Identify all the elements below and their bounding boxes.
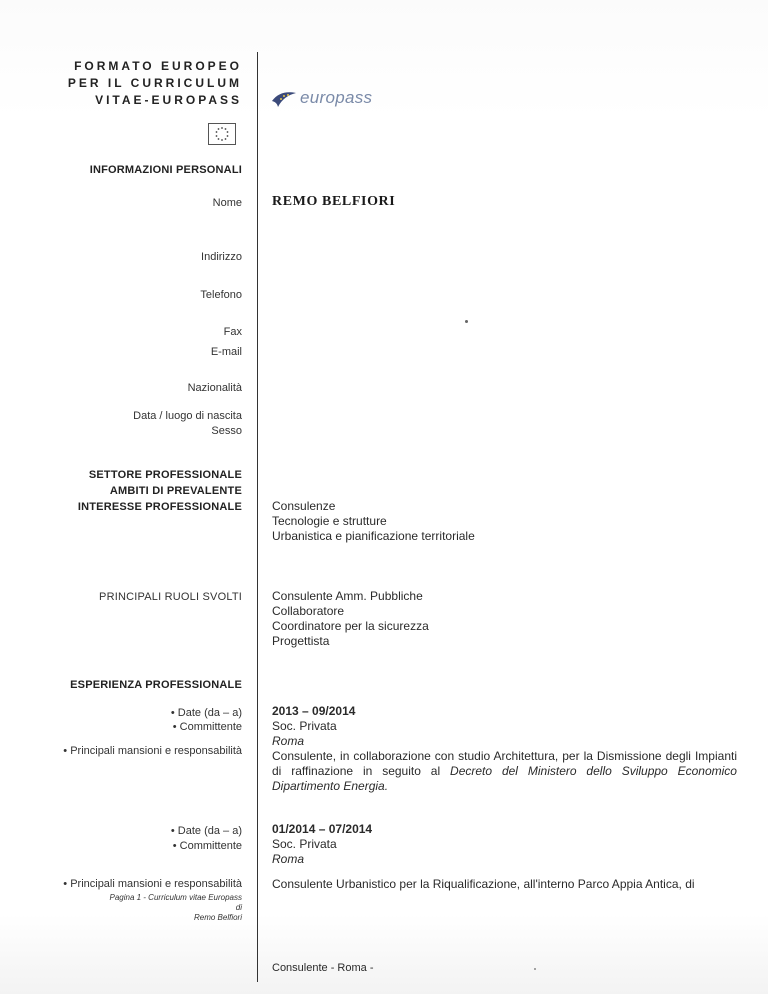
ruolo-value-4: Progettista bbox=[272, 634, 330, 648]
full-name: REMO BELFIORI bbox=[272, 194, 396, 209]
settore-heading-line-2: AMBITI DI PREVALENTE bbox=[109, 485, 242, 497]
entry2-mansioni: Consulente Urbanistico per la Riqualificazione, all'interno Parco Appia Antica, di bbox=[272, 877, 695, 891]
page-footer-note bbox=[102, 893, 242, 923]
entry1-mansioni-label: • Principali mansioni e responsabilità bbox=[63, 745, 242, 757]
entry1-committente: Soc. Privata bbox=[272, 719, 337, 733]
entry1-mansioni-text: Consulente, in collaborazione con studio Architettura, per la Dismissione degli Impianti di raffinazione in seguito al bbox=[272, 749, 737, 778]
entry2-date-label: • Date (da – a) bbox=[170, 825, 242, 837]
ruolo-value-3: Coordinatore per la sicurezza bbox=[272, 619, 429, 633]
settore-value-2: Tecnologie e strutture bbox=[272, 514, 387, 528]
telefono-label: Telefono bbox=[200, 289, 242, 301]
eu-flag-icon bbox=[208, 123, 236, 145]
footer-note-line-2: Remo Belfiori bbox=[193, 913, 242, 922]
ruolo-value-2: Collaboratore bbox=[272, 604, 345, 618]
cv-format-title bbox=[68, 58, 242, 109]
nazionalita-label: Nazionalità bbox=[187, 382, 242, 394]
sesso-label: Sesso bbox=[211, 425, 242, 437]
europass-logo bbox=[270, 87, 372, 109]
entry2-mansioni-label: • Principali mansioni e responsabilità bbox=[63, 878, 242, 890]
ruoli-values bbox=[272, 589, 429, 649]
title-line-3: VITAE-EUROPASS bbox=[95, 93, 242, 107]
personal-info-heading: INFORMAZIONI PERSONALI bbox=[89, 164, 242, 176]
footer-note-line-1: Pagina 1 - Curriculum vitae Europass di bbox=[109, 893, 242, 912]
column-divider bbox=[257, 52, 258, 982]
settore-heading-line-3: INTERESSE PROFESSIONALE bbox=[77, 501, 242, 513]
entry1-luogo: Roma bbox=[272, 734, 305, 748]
entry1-mansioni bbox=[272, 749, 737, 794]
esperienza-heading: ESPERIENZA PROFESSIONALE bbox=[70, 679, 242, 691]
indirizzo-label: Indirizzo bbox=[201, 251, 242, 263]
ruoli-heading: PRINCIPALI RUOLI SVOLTI bbox=[99, 591, 242, 603]
settore-heading-line-1: SETTORE PROFESSIONALE bbox=[88, 469, 242, 481]
settore-heading bbox=[78, 467, 242, 515]
settore-values bbox=[272, 499, 475, 544]
data-luogo-nascita-label: Data / luogo di nascita bbox=[133, 410, 242, 422]
fax-label: Fax bbox=[223, 326, 242, 338]
settore-value-3: Urbanistica e pianificazione territoriale bbox=[272, 529, 475, 543]
bottom-cut-text: Consulente - Roma - bbox=[272, 962, 374, 974]
entry1-mansioni-decree: Decreto del Ministero dello Sviluppo Economico Dipartimento Energia. bbox=[272, 764, 737, 793]
scan-speck-2 bbox=[534, 968, 536, 970]
entry1-values bbox=[272, 704, 737, 794]
europass-swoosh-icon bbox=[270, 87, 298, 109]
entry1-committente-label: • Committente bbox=[172, 721, 242, 733]
entry1-dates: 2013 – 09/2014 bbox=[272, 704, 356, 718]
email-label: E-mail bbox=[210, 346, 242, 358]
title-line-1: FORMATO EUROPEO bbox=[74, 59, 242, 73]
entry2-values bbox=[272, 822, 372, 867]
title-line-2: PER IL CURRICULUM bbox=[67, 76, 242, 90]
entry2-committente: Soc. Privata bbox=[272, 837, 337, 851]
settore-value-1: Consulenze bbox=[272, 499, 336, 513]
entry2-luogo: Roma bbox=[272, 852, 305, 866]
scan-speck bbox=[465, 320, 468, 323]
entry1-date-label: • Date (da – a) bbox=[170, 707, 242, 719]
europass-logo-text: europass bbox=[300, 88, 373, 107]
entry2-dates: 01/2014 – 07/2014 bbox=[272, 822, 373, 836]
entry2-committente-label: • Committente bbox=[172, 840, 242, 852]
nome-label: Nome bbox=[212, 197, 242, 209]
ruolo-value-1: Consulente Amm. Pubbliche bbox=[272, 589, 423, 603]
